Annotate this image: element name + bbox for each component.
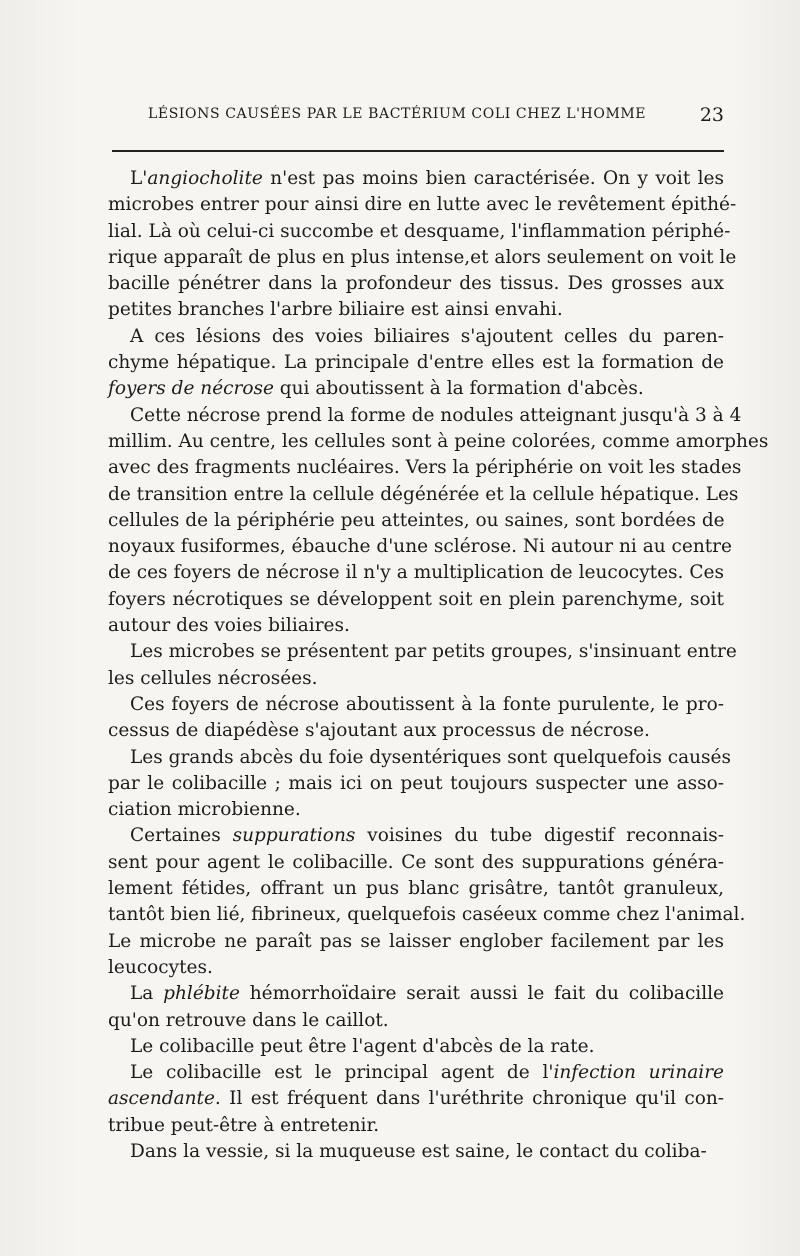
text-line xyxy=(108,376,724,402)
text-line xyxy=(108,1008,724,1034)
text-run: Ces foyers de nécrose aboutissent à la fonte purulente, le pro- xyxy=(130,693,724,715)
text-line xyxy=(108,1034,724,1060)
text-line xyxy=(108,797,724,823)
text-line xyxy=(108,297,724,323)
text-line xyxy=(108,666,724,692)
body-text xyxy=(108,166,769,1165)
text-line xyxy=(108,902,746,928)
text-line xyxy=(108,534,732,560)
text-line xyxy=(108,560,724,586)
text-line xyxy=(108,455,742,481)
text-run: autour des voies biliaires. xyxy=(108,615,350,637)
text-run: Le microbe ne paraît pas se laisser englober facilement par les xyxy=(108,930,724,952)
italic-text: angiocholite xyxy=(147,168,263,189)
text-run: qui aboutissent à la formation d'abcès. xyxy=(273,378,644,400)
text-run: hémorrhoïdaire serait aussi le fait du colibacille xyxy=(239,983,725,1005)
text-line xyxy=(108,981,724,1007)
text-run: tribue peut-être à entretenir. xyxy=(108,1114,380,1136)
text-run: microbes entrer pour ainsi dire en lutte avec le revêtement épithé- xyxy=(108,194,737,216)
text-line xyxy=(108,429,769,455)
text-line xyxy=(108,1060,724,1086)
text-run: de ces foyers de nécrose il n'y a multiplication de leucocytes. Ces xyxy=(108,562,724,584)
text-run: Le colibacille peut être l'agent d'abcès de la rate. xyxy=(130,1035,595,1057)
text-line xyxy=(108,955,724,981)
text-run: qu'on retrouve dans le caillot. xyxy=(108,1009,389,1031)
text-run: La xyxy=(130,983,164,1005)
text-run: les cellules nécrosées. xyxy=(108,667,318,689)
text-line xyxy=(108,192,737,218)
text-run: ciation microbienne. xyxy=(108,799,301,821)
text-run: Les microbes se présentent par petits groupes, s'insinuant entre xyxy=(130,641,737,663)
text-line xyxy=(108,639,737,665)
text-run: sent pour agent le colibacille. Ce sont des suppurations généra- xyxy=(108,851,724,873)
text-run: de transition entre la cellule dégénérée et la cellule hépatique. Les xyxy=(108,483,739,505)
text-run: voisines du tube digestif reconnais- xyxy=(355,825,724,847)
text-line xyxy=(108,482,739,508)
text-run: lial. Là où celui-ci succombe et desquame, l'inflammation périphé- xyxy=(108,220,731,242)
text-run: avec des fragments nucléaires. Vers la périphérie on voit les stades xyxy=(108,457,742,479)
text-line xyxy=(108,219,731,245)
italic-text: suppurations xyxy=(232,825,356,847)
text-run: A ces lésions des voies biliaires s'ajoutent celles du paren- xyxy=(130,325,724,347)
text-run: Certaines xyxy=(130,825,233,847)
text-line xyxy=(108,324,724,350)
text-line xyxy=(108,271,724,297)
text-run: leucocytes. xyxy=(108,956,213,978)
page-number: 23 xyxy=(699,104,724,126)
text-run: Le colibacille est le principal agent de l' xyxy=(130,1062,554,1084)
text-line xyxy=(108,245,737,271)
text-run: chyme hépatique. La principale d'entre elles est la formation de xyxy=(108,352,724,374)
text-run: L' xyxy=(130,168,148,189)
text-run: noyaux fusiformes, ébauche d'une sclérose. Ni autour ni au centre xyxy=(108,536,732,558)
text-run: n'est pas moins bien caractérisée. On y voit les xyxy=(262,168,724,189)
text-run: par le colibacille ; mais ici on peut toujours suspecter une asso- xyxy=(108,772,724,794)
italic-text: ascendante xyxy=(108,1088,215,1110)
text-line xyxy=(108,508,724,534)
text-line xyxy=(108,1086,724,1112)
italic-text: foyers de nécrose xyxy=(108,378,274,400)
text-run: Les grands abcès du foie dysentériques sont quelquefois causés xyxy=(130,746,731,768)
text-line xyxy=(108,823,724,849)
text-line xyxy=(108,166,724,192)
text-line xyxy=(108,1139,724,1165)
text-run: petites branches l'arbre biliaire est ainsi envahi. xyxy=(108,299,563,321)
text-run: Cette nécrose prend la forme de nodules atteignant jusqu'à 3 à 4 xyxy=(130,404,742,426)
text-run: rique apparaît de plus en plus intense,et alors seulement on voit le xyxy=(108,246,737,268)
text-line xyxy=(108,587,724,613)
text-line xyxy=(108,876,724,902)
text-run: cessus de diapédèse s'ajoutant aux processus de nécrose. xyxy=(108,720,650,742)
italic-text: phlébite xyxy=(163,983,240,1005)
text-line xyxy=(108,718,724,744)
text-run: . Il est fréquent dans l'uréthrite chronique qu'il con- xyxy=(214,1088,724,1110)
text-line xyxy=(108,403,742,429)
text-run: tantôt bien lié, fibrineux, quelquefois caséeux comme chez l'animal. xyxy=(108,904,746,926)
text-line xyxy=(108,771,724,797)
text-run: millim. Au centre, les cellules sont à peine colorées, comme amorphes xyxy=(108,430,769,452)
text-line xyxy=(108,613,724,639)
text-line xyxy=(108,1113,724,1139)
text-run: Dans la vessie, si la muqueuse est saine, le contact du coliba- xyxy=(130,1140,707,1162)
running-head xyxy=(108,102,724,132)
text-run: lement fétides, offrant un pus blanc grisâtre, tantôt granuleux, xyxy=(108,878,724,900)
text-run: cellules de la périphérie peu atteintes, ou saines, sont bordées de xyxy=(108,509,725,531)
header-rule xyxy=(112,150,724,152)
running-title: LÉSIONS CAUSÉES PAR LE BACTÉRIUM COLI CHEZ L'HOMME xyxy=(148,106,647,122)
text-line xyxy=(108,350,724,376)
text-run: bacille pénétrer dans la profondeur des tissus. Des grosses aux xyxy=(108,273,724,295)
text-line xyxy=(108,692,724,718)
italic-text: infection urinaire xyxy=(553,1062,724,1084)
text-line xyxy=(108,745,731,771)
text-line xyxy=(108,929,724,955)
text-run: foyers nécrotiques se développent soit en plein parenchyme, soit xyxy=(108,588,724,610)
text-line xyxy=(108,850,724,876)
